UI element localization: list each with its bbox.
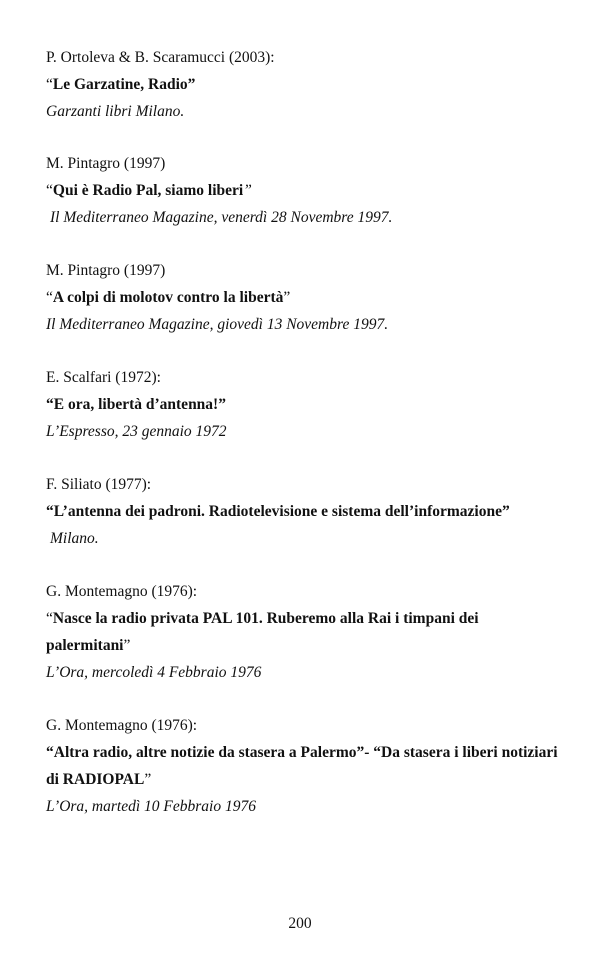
title-close-quote: ” bbox=[144, 771, 152, 788]
entry-title-text: L’antenna dei padroni. Radiotelevisione e sistema dell’informazione bbox=[53, 503, 502, 520]
entry-author: G. Montemagno (1976): bbox=[46, 717, 198, 734]
bibliography-entry bbox=[46, 257, 566, 338]
bibliography-entry bbox=[46, 712, 566, 820]
entry-title-text: A colpi di molotov contro la libertà bbox=[52, 289, 284, 306]
bibliography-entry bbox=[46, 150, 566, 231]
entry-author: G. Montemagno (1976): bbox=[46, 583, 198, 600]
bibliography-entry bbox=[46, 44, 566, 125]
entry-source: Milano. bbox=[50, 530, 99, 547]
entry-author: E. Scalfari (1972): bbox=[46, 369, 161, 386]
entry-title-text: Nasce la radio privata PAL 101. Ruberemo alla Rai i timpani dei palermitani bbox=[46, 610, 479, 654]
entry-source: L’Ora, mercoledì 4 Febbraio 1976 bbox=[46, 664, 262, 681]
entry-author: F. Siliato (1977): bbox=[46, 476, 152, 493]
bibliography-entry bbox=[46, 364, 566, 445]
bibliography-entry bbox=[46, 578, 566, 686]
title-open-quote: “ bbox=[46, 182, 53, 199]
entry-source: L’Espresso, 23 gennaio 1972 bbox=[46, 423, 227, 440]
title-open-quote: “ bbox=[46, 289, 53, 306]
entry-title-text: Qui è Radio Pal, siamo liberi bbox=[52, 182, 244, 199]
entry-source: Il Mediterraneo Magazine, venerdì 28 Novembre 1997. bbox=[50, 209, 393, 226]
entry-title-text: E ora, libertà d’antenna! bbox=[53, 396, 219, 413]
title-close-quote: ” bbox=[501, 503, 510, 520]
title-open-quote: “ bbox=[46, 396, 54, 413]
entry-source: Garzanti libri Milano. bbox=[46, 103, 185, 120]
bibliography-entry bbox=[46, 471, 566, 552]
title-close-quote: ” bbox=[218, 396, 226, 413]
title-close-quote: ” bbox=[123, 637, 131, 654]
entry-title bbox=[46, 71, 566, 98]
entry-title bbox=[46, 177, 566, 204]
entry-title bbox=[46, 605, 566, 659]
entry-author: M. Pintagro (1997) bbox=[46, 262, 166, 279]
title-close-quote: ” bbox=[243, 182, 252, 199]
title-close-quote: ” bbox=[283, 289, 291, 306]
entry-source: Il Mediterraneo Magazine, giovedì 13 Novembre 1997. bbox=[46, 316, 389, 333]
entry-title bbox=[46, 391, 566, 418]
entry-author: P. Ortoleva & B. Scaramucci (2003): bbox=[46, 49, 275, 66]
entry-author: M. Pintagro (1997) bbox=[46, 155, 166, 172]
entry-title-text: Le Garzatine, Radio bbox=[52, 76, 188, 93]
title-open-quote: “ bbox=[46, 610, 53, 627]
entry-title bbox=[46, 284, 566, 311]
entry-title bbox=[46, 498, 566, 525]
entry-title-text: Altra radio, altre notizie da stasera a Palermo”- “Da stasera i liberi notiziari di RADIOPAL bbox=[46, 744, 558, 788]
entry-source: L’Ora, martedì 10 Febbraio 1976 bbox=[46, 798, 256, 815]
entry-title bbox=[46, 739, 566, 793]
title-open-quote: “ bbox=[46, 744, 54, 761]
title-close-quote: ” bbox=[187, 76, 196, 93]
title-open-quote: “ bbox=[46, 76, 53, 93]
title-open-quote: “ bbox=[46, 503, 54, 520]
page-number: 200 bbox=[288, 915, 312, 932]
